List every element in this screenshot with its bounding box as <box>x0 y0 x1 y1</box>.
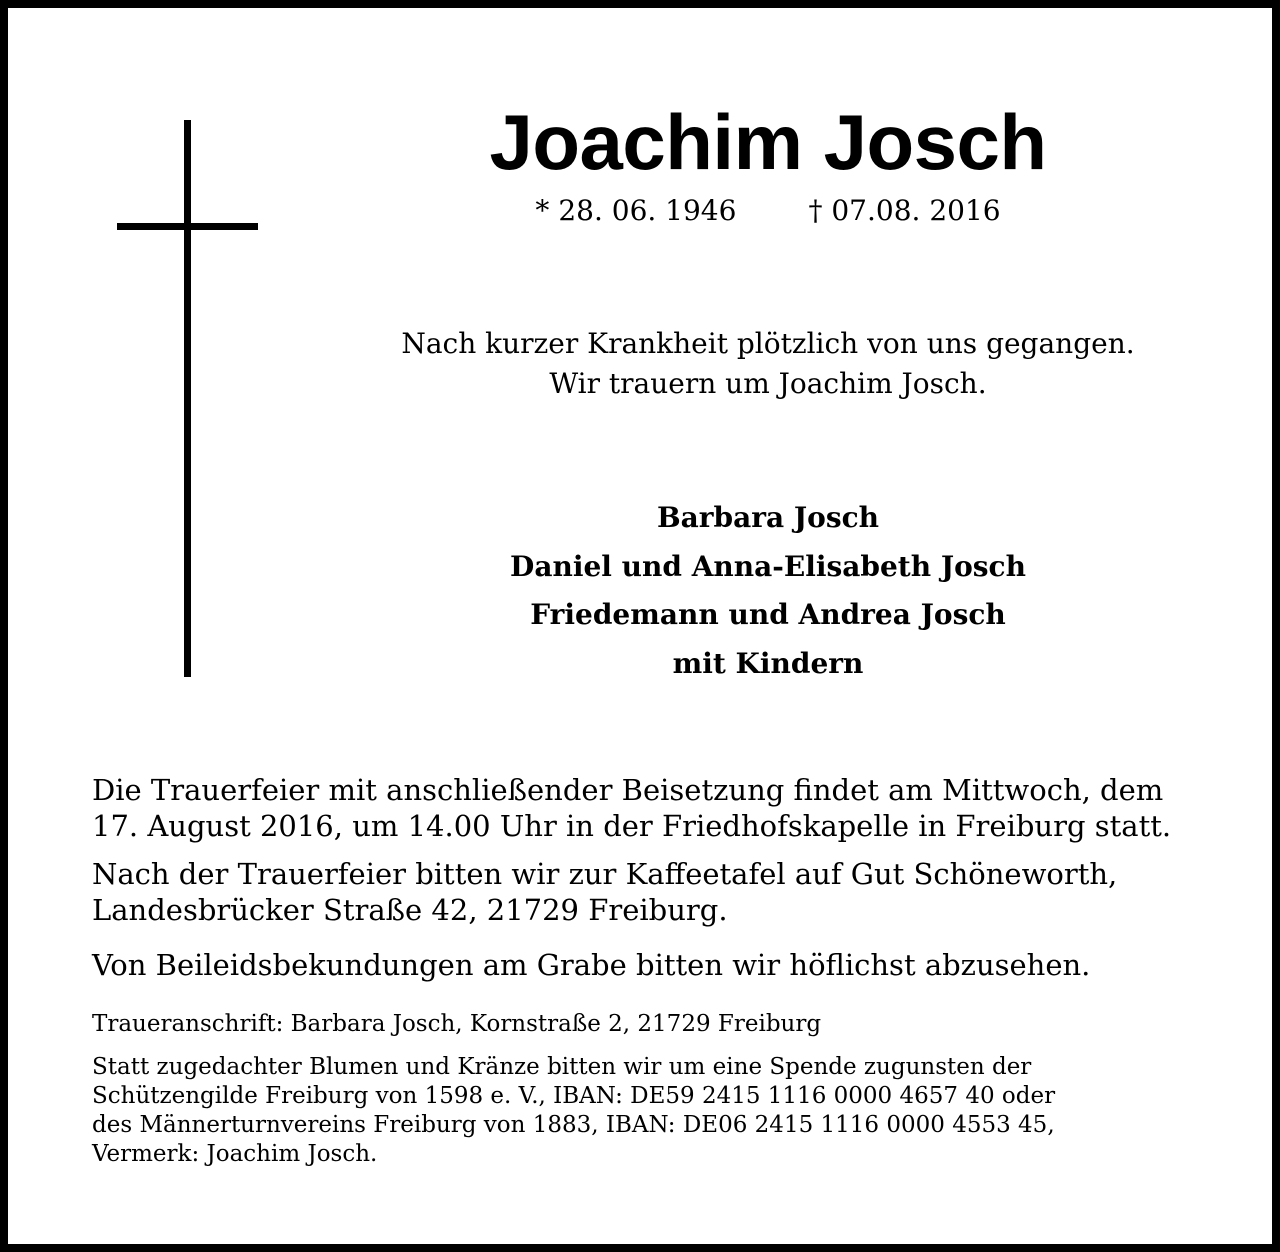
birth-date: * 28. 06. 1946 <box>535 194 737 227</box>
donation-line: des Männerturnvereins Freiburg von 1883, IBAN: DE06 2415 1116 0000 4553 45, <box>92 1112 1055 1138</box>
mourning-address: Traueranschrift: Barbara Josch, Kornstraße 2, 21729 Freiburg <box>92 1011 822 1037</box>
mourner-name: Friedemann und Andrea Josch <box>530 598 1006 631</box>
ceremony-paragraph <box>92 772 1232 844</box>
donation-line: Statt zugedachter Blumen und Kränze bitten wir um eine Spende zugunsten der <box>92 1054 1032 1080</box>
cross-vertical-bar <box>184 120 191 677</box>
death-date: † 07.08. 2016 <box>808 194 1001 227</box>
coffee-line: Nach der Trauerfeier bitten wir zur Kaffeetafel auf Gut Schöneworth, <box>92 857 1118 891</box>
deceased-name: Joachim Josch <box>489 98 1047 186</box>
message-line: Wir trauern um Joachim Josch. <box>549 367 987 400</box>
coffee-line: Landesbrücker Straße 42, 21729 Freiburg. <box>92 893 728 927</box>
ceremony-line: Die Trauerfeier mit anschließender Beisetzung findet am Mittwoch, dem <box>92 773 1164 807</box>
life-dates <box>388 193 1148 229</box>
cross-horizontal-bar <box>117 223 258 230</box>
coffee-paragraph <box>92 856 1232 928</box>
message-line: Nach kurzer Krankheit plötzlich von uns gegangen. <box>401 327 1135 360</box>
ceremony-line: 17. August 2016, um 14.00 Uhr in der Friedhofskapelle in Freiburg statt. <box>92 809 1172 843</box>
mourner-name: mit Kindern <box>672 646 864 680</box>
donation-paragraph <box>92 1053 1232 1169</box>
mourner-name: Barbara Josch <box>656 501 880 534</box>
mourning-message <box>368 324 1168 404</box>
condolences-paragraph: Von Beileidsbekundungen am Grabe bitten wir höflichst abzusehen. <box>92 948 1091 982</box>
mourners-list <box>368 494 1168 688</box>
donation-line: Vermerk: Joachim Josch. <box>92 1141 378 1167</box>
mourner-name: Daniel und Anna-Elisabeth Josch <box>510 549 1026 583</box>
donation-line: Schützengilde Freiburg von 1598 e. V., IBAN: DE59 2415 1116 0000 4657 40 oder <box>92 1083 1056 1109</box>
